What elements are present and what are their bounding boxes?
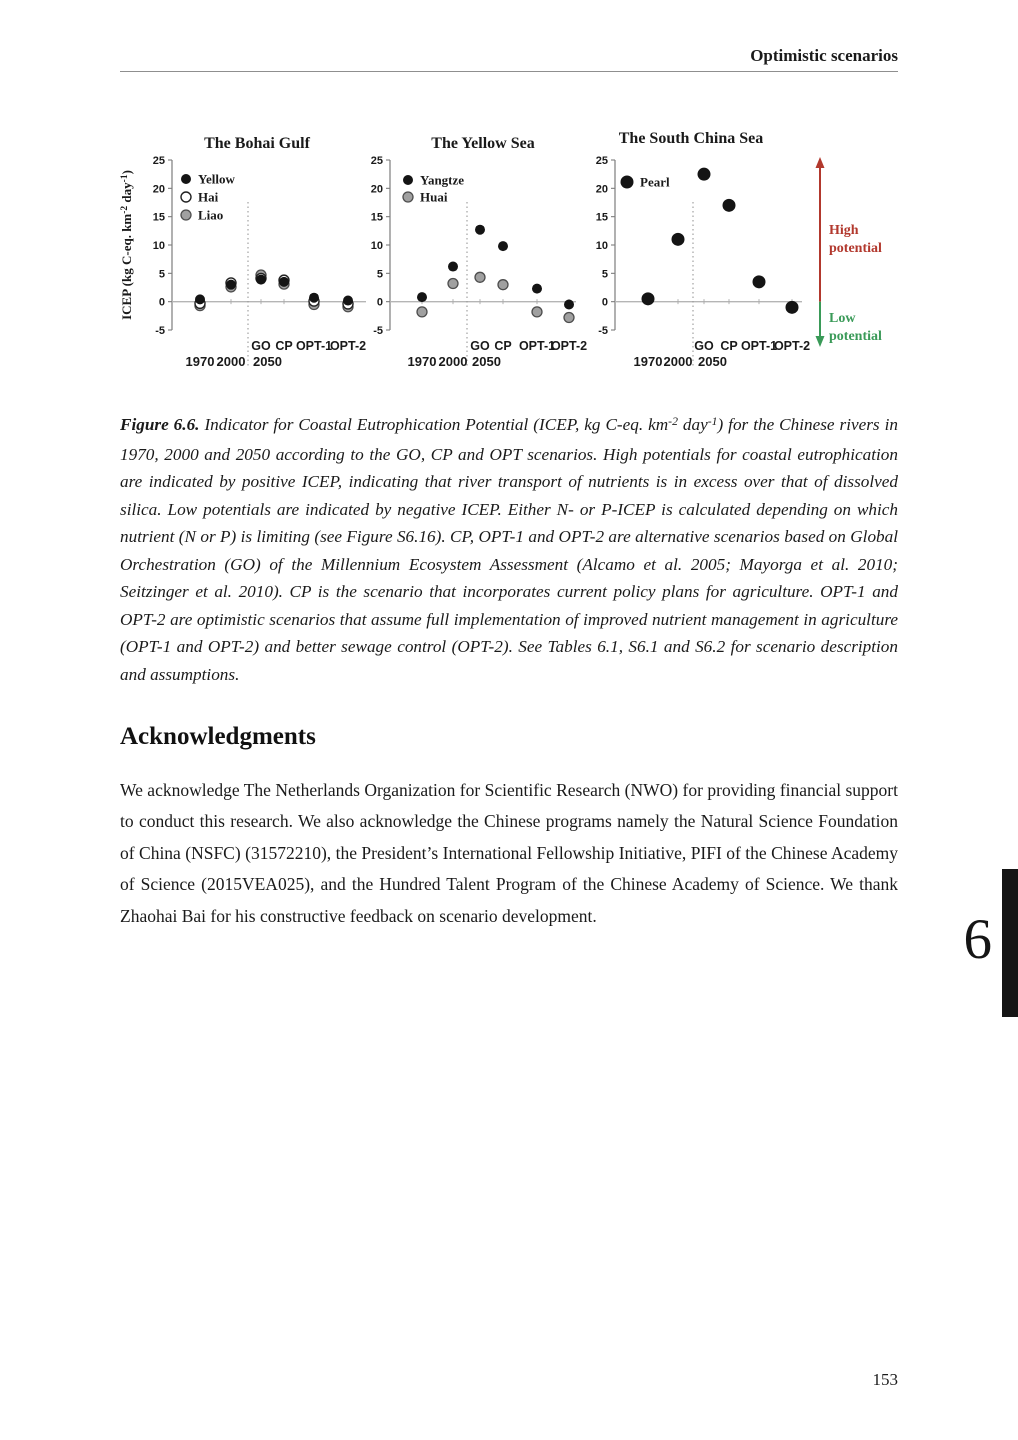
running-header: Optimistic scenarios — [750, 46, 898, 65]
chart-title: The Yellow Sea — [431, 135, 535, 152]
svg-text:15: 15 — [152, 211, 165, 224]
header-rule — [120, 71, 898, 72]
series-Yellow — [195, 275, 353, 306]
data-point — [564, 313, 574, 323]
svg-text:25: 25 — [370, 155, 383, 167]
data-point — [723, 199, 736, 212]
high-potential-label: High potential — [829, 223, 882, 256]
legend-label: Liao — [198, 207, 224, 223]
y-axis — [371, 155, 390, 337]
svg-text:10: 10 — [152, 240, 165, 252]
year-label: 2000 — [438, 354, 468, 369]
svg-text:-5: -5 — [155, 325, 165, 337]
chart-bohai-gulf — [118, 125, 386, 375]
data-point — [226, 280, 236, 290]
scenario-label: GO — [470, 339, 490, 353]
y-axis — [596, 155, 615, 337]
series-Liao — [195, 270, 353, 312]
chart-yellow-sea — [360, 125, 605, 375]
data-point — [475, 225, 485, 235]
acknowledgments-paragraph: We acknowledge The Netherlands Organization for Scientific Research (NWO) for providing financial support to conduct this research. We also acknowledge the Chinese programs namely the Natural Science Foundation of China (NSFC) (31572210), the President’s International Fellowship Initiative, PIFI of the Chinese Academy of Science (2015VEA025), and the Hundred Talent Program of the Chinese Academy of Science. We thank Zhaohai Bai for his constructive feedback on scenario development. — [120, 779, 898, 926]
svg-text:0: 0 — [376, 296, 383, 309]
chart-title: The South China Sea — [618, 130, 764, 147]
svg-text:5: 5 — [158, 268, 165, 281]
data-point — [564, 300, 574, 310]
year-label: 2050 — [253, 354, 282, 369]
svg-text:15: 15 — [370, 211, 383, 224]
up-arrowhead-icon — [816, 157, 825, 168]
legend-label: Hai — [198, 189, 219, 205]
svg-text:10: 10 — [370, 240, 383, 252]
svg-text:10: 10 — [595, 240, 608, 252]
year-label: 2050 — [698, 354, 727, 369]
figure-caption: Figure 6.6. Indicator for Coastal Eutrophication Potential (ICEP, kg C-eq. $km^{-2}$ day$^{-1}$) for the Chinese rivers in 1970, 2000 and 2050 according to the GO, CP and OPT scenarios. High potentials for coastal eutrophication are indicated by positive ICEP, indicating that river transport of nutrients is in excess over that of dissolved silica. Low potentials are indicated by negative ICEP. Either N- or P-ICEP is calculated depending on which nutrient (N or P) is limiting (see Figure S6.16). CP, OPT-1 and OPT-2 are alternative scenarios based on Global Orchestration (GO) of the Millennium Ecosystem Assessment (Alcamo et al. 2005; Mayorga et al. 2010; Seitzinger et al. 2010). CP is the scenario that incorporates current policy plans for agriculture. OPT-1 and OPT-2 are optimistic scenarios that assume full implementation of improved nutrient management in agriculture (OPT-1 and OPT-2) and better sewage control (OPT-2). See Tables 6.1, S6.1 and S6.2 for scenario description and assumptions. — [120, 414, 898, 684]
data-point — [786, 301, 799, 314]
y-axis-label: ICEP (kg C-eq. $km^{-2}$ day$^{-1}$) — [119, 170, 134, 320]
svg-text:5: 5 — [376, 268, 383, 281]
year-label: 1970 — [633, 354, 663, 369]
svg-text:0: 0 — [158, 296, 165, 309]
data-point — [279, 277, 289, 287]
chapter-tab-bar — [1002, 869, 1018, 1017]
down-arrowhead-icon — [816, 336, 825, 347]
data-point — [448, 262, 458, 272]
svg-text:-5: -5 — [373, 325, 383, 337]
page-number: 153 — [872, 1370, 898, 1389]
chapter-number: 6 — [963, 908, 992, 971]
scenario-label: CP — [720, 339, 738, 353]
scenario-label: OPT-1 — [740, 339, 778, 353]
svg-text:5: 5 — [601, 268, 608, 281]
legend-label: Yellow — [198, 171, 235, 187]
legend-label: Huai — [420, 189, 448, 205]
series-Hai — [195, 273, 353, 309]
scenario-label: OPT-2 — [773, 339, 811, 353]
legend — [181, 172, 235, 223]
data-point — [417, 292, 427, 302]
svg-text:25: 25 — [152, 155, 165, 167]
data-point — [698, 168, 711, 181]
svg-text:20: 20 — [152, 183, 165, 196]
data-point — [343, 296, 353, 306]
series-Pearl — [642, 168, 799, 314]
data-point — [417, 307, 427, 317]
scenario-label: CP — [275, 339, 293, 353]
data-point — [672, 233, 685, 246]
data-point — [532, 284, 542, 294]
legend-label: Yangtze — [420, 172, 465, 188]
year-label: 2000 — [216, 354, 246, 369]
svg-text:-5: -5 — [598, 325, 608, 337]
svg-text:0: 0 — [601, 296, 608, 309]
data-point — [256, 275, 266, 285]
legend — [621, 175, 670, 190]
data-point — [195, 294, 205, 304]
data-point — [753, 275, 766, 288]
chart-title: The Bohai Gulf — [204, 135, 310, 152]
data-point — [532, 307, 542, 317]
data-point — [309, 293, 319, 303]
scenario-label: OPT-1 — [518, 339, 556, 353]
series-Yangtze — [417, 225, 574, 310]
data-point — [642, 292, 655, 305]
svg-text:25: 25 — [595, 155, 608, 167]
scenario-label: OPT-2 — [550, 339, 588, 353]
scenario-label: GO — [694, 339, 714, 353]
figure-6-6 — [0, 125, 1018, 375]
y-axis — [153, 155, 172, 337]
svg-text:15: 15 — [595, 211, 608, 224]
year-label: 1970 — [407, 354, 437, 369]
scenario-label: CP — [494, 339, 512, 353]
low-potential-label: Low potential — [829, 311, 882, 344]
legend-label: Pearl — [640, 174, 670, 190]
legend — [403, 173, 464, 205]
year-label: 2050 — [472, 354, 501, 369]
acknowledgments-heading: Acknowledgments — [120, 722, 316, 750]
svg-text:20: 20 — [595, 183, 608, 196]
data-point — [475, 272, 485, 282]
year-label: 1970 — [185, 354, 215, 369]
potential-arrow-annotation — [805, 125, 915, 375]
chart-south-china-sea — [590, 125, 825, 375]
data-point — [448, 279, 458, 289]
scenario-label: OPT-2 — [329, 339, 367, 353]
year-label: 2000 — [663, 354, 693, 369]
data-point — [498, 241, 508, 251]
scenario-label: OPT-1 — [295, 339, 333, 353]
svg-text:20: 20 — [370, 183, 383, 196]
data-point — [498, 280, 508, 290]
scenario-label: GO — [251, 339, 271, 353]
series-Huai — [417, 272, 574, 322]
